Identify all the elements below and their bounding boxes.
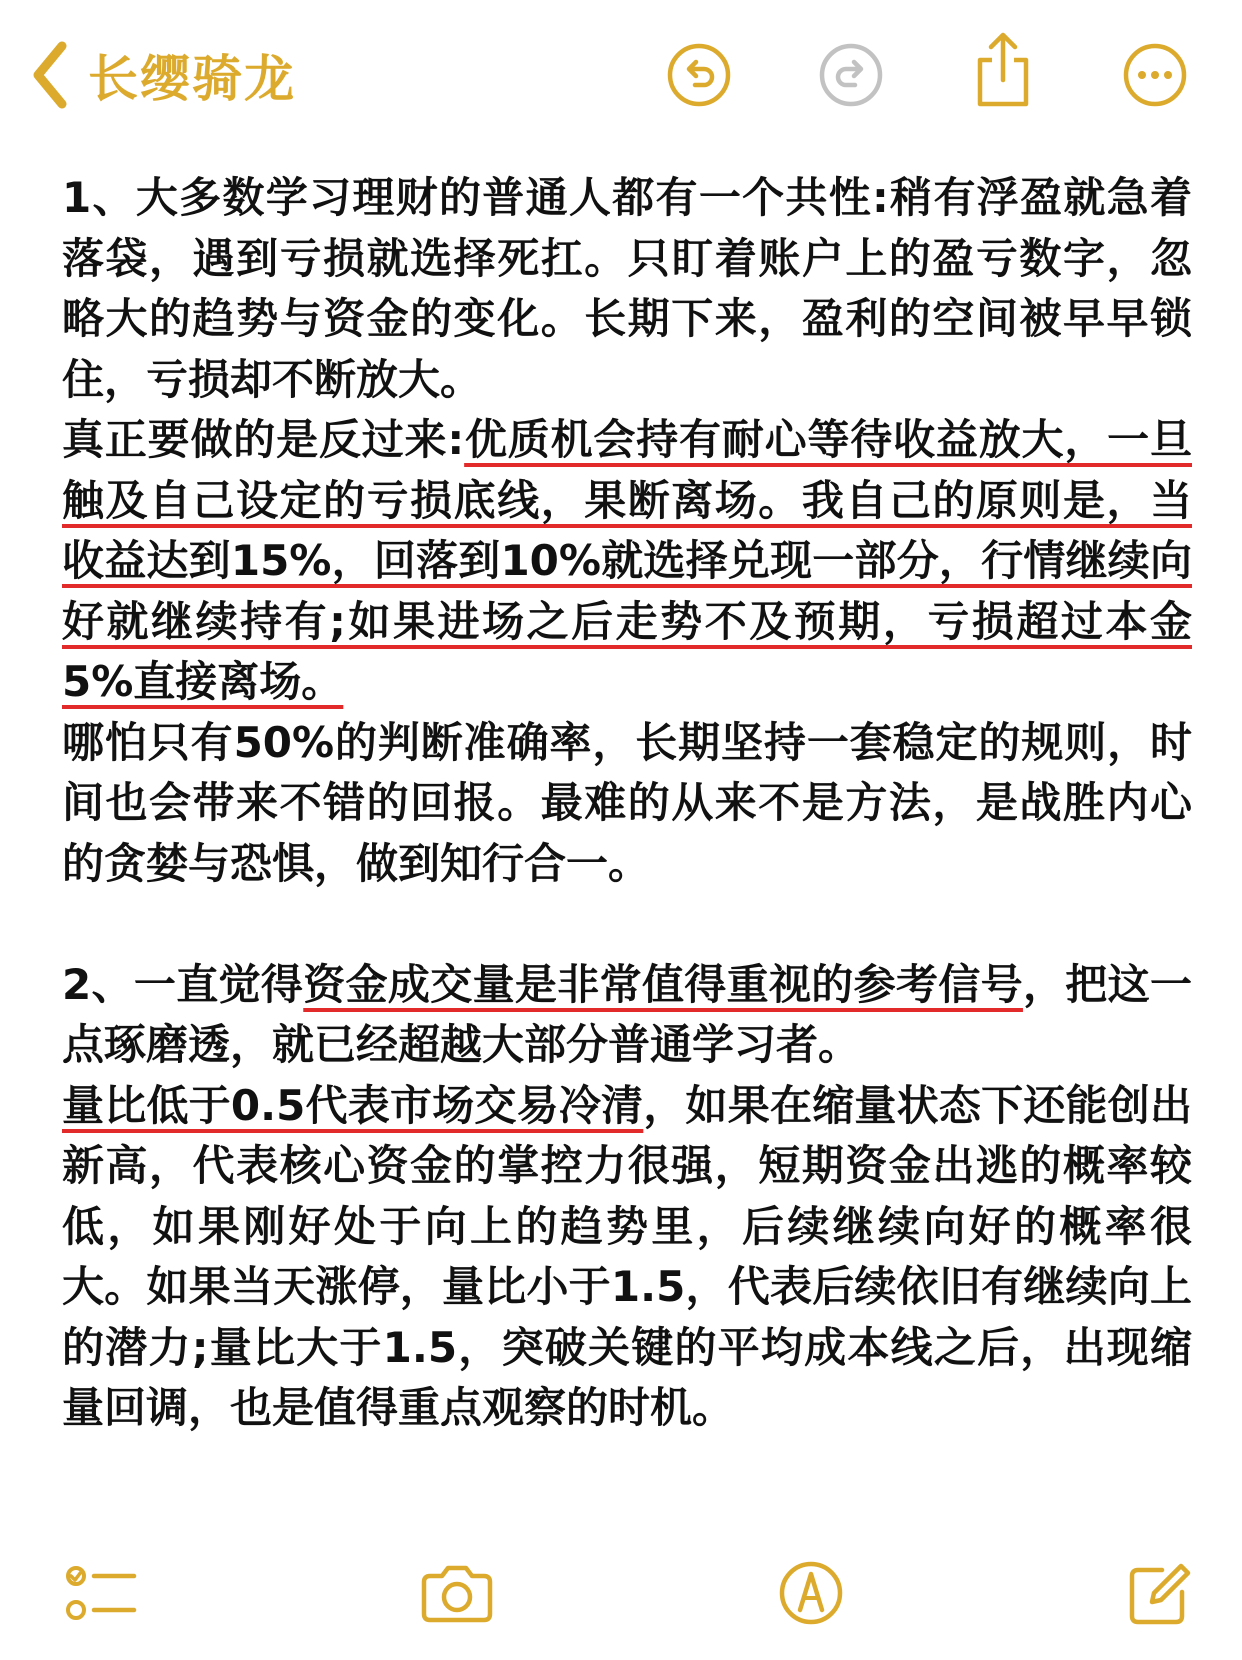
compose-button[interactable]	[1126, 1560, 1192, 1626]
camera-icon	[418, 1564, 496, 1624]
note-paragraph-2	[62, 410, 1192, 713]
bottom-toolbar	[0, 1560, 1242, 1660]
checklist-icon	[66, 1564, 138, 1624]
blank-line	[62, 894, 1192, 955]
chevron-left-icon	[30, 40, 70, 110]
navigation-bar	[0, 0, 1242, 150]
checklist-button[interactable]	[66, 1564, 138, 1624]
underlined-text: 量比低于0.5代表市场交易冷清	[62, 1080, 644, 1130]
camera-button[interactable]	[418, 1564, 496, 1624]
redo-button[interactable]	[818, 42, 884, 108]
share-button[interactable]	[970, 30, 1036, 110]
note-text: ，如果在缩量状态下还能创出新高，代表核心资金的掌控力很强，短期资金出逃的概率较低，如果刚好处于向上的趋势里，后续继续向好的概率很大。如果当天涨停，量比小于1.5，代表后续依旧有继续向上的潜力;量比大于1.5，突破关键的平均成本线之后，出现缩量回调，也是值得重点观察的时机。	[62, 1080, 1192, 1432]
redo-icon	[818, 42, 884, 108]
share-icon	[970, 30, 1036, 110]
note-paragraph-1: 1、大多数学习理财的普通人都有一个共性:稍有浮盈就急着落袋，遇到亏损就选择死扛。只盯着账户上的盈亏数字，忽略大的趋势与资金的变化。长期下来，盈利的空间被早早锁住，亏损却不断放大。	[62, 173, 1192, 404]
note-text-area[interactable]	[62, 168, 1192, 1439]
note-text: ，把这一点琢磨透，就已经超越大部分普通学习者。	[62, 959, 1192, 1069]
undo-icon	[666, 42, 732, 108]
markup-button[interactable]	[778, 1560, 844, 1626]
folder-title: 长缨骑龙	[88, 50, 296, 108]
note-paragraph-3: 哪怕只有50%的判断准确率，长期坚持一套稳定的规则，时间也会带来不错的回报。最难的从来不是方法，是战胜内心的贪婪与恐惧，做到知行合一。	[62, 717, 1192, 888]
more-button[interactable]	[1122, 42, 1188, 108]
note-text: 真正要做的是反过来:	[62, 415, 465, 464]
underlined-text: 优质机会持有耐心等待收益放大，一旦触及自己设定的亏损底线，果断离场。我自己的原则是，当收益达到15%，回落到10%就选择兑现一部分，行情继续向好就继续持有;如果进场之后走势不及预期，亏损超过本金5%直接离场。	[62, 415, 1192, 706]
underlined-text: 资金成交量是非常值得重视的参考信号	[303, 959, 1023, 1009]
note-paragraph-4	[62, 955, 1192, 1076]
compose-icon	[1126, 1560, 1192, 1626]
undo-button[interactable]	[666, 42, 732, 108]
markup-pen-icon	[778, 1560, 844, 1626]
more-icon	[1122, 42, 1188, 108]
back-button[interactable]	[30, 35, 296, 115]
note-text: 2、一直觉得	[62, 959, 304, 1009]
note-paragraph-5	[62, 1076, 1192, 1439]
